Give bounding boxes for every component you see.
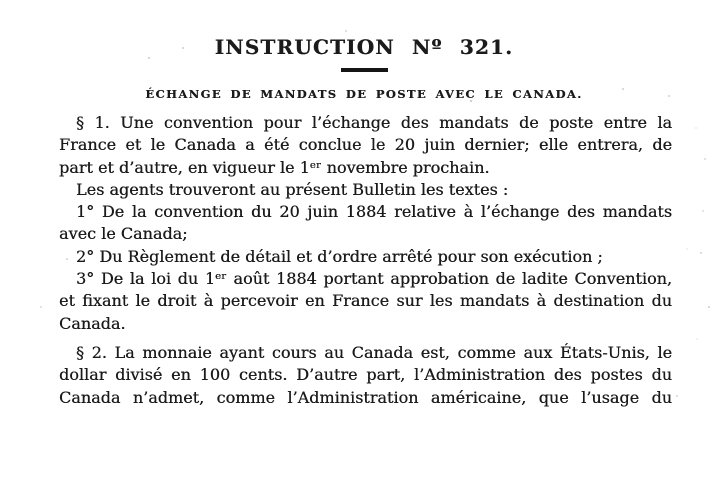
paragraph <box>59 268 672 335</box>
text-line: part et d’autre, en vigueur le 1ᵉʳ novembre prochain. <box>59 157 490 177</box>
paragraph <box>59 179 672 201</box>
paragraph <box>59 112 672 179</box>
paragraph <box>59 342 672 409</box>
text-line: 1° De la convention du 20 juin 1884 relative à l’échange des mandats <box>76 202 672 222</box>
text-line: dollar divisé en 100 cents. D’autre part, l’Administration des postes du <box>59 365 672 385</box>
text-line: France et le Canada a été conclue le 20 juin dernier; elle entrera, de <box>59 135 672 155</box>
text-line: avec le Canada; <box>59 224 188 244</box>
scan-noise <box>0 0 2 2</box>
text-line: Canada. <box>59 313 126 333</box>
paragraph <box>59 246 672 268</box>
document-title: INSTRUCTION Nº 321. <box>214 35 514 59</box>
text-line: et fixant le droit à percevoir en France sur les mandats à destination du <box>59 291 672 311</box>
document-body <box>59 112 672 409</box>
text-line: 2° Du Règlement de détail et d’ordre arrêté pour son exécution ; <box>76 246 603 266</box>
paragraph <box>59 201 672 246</box>
document-subtitle: ÉCHANGE DE MANDATS DE POSTE AVEC LE CANADA. <box>145 87 583 101</box>
text-line: Les agents trouveront au présent Bulletin les textes : <box>76 179 509 199</box>
text-line: § 2. La monnaie ayant cours au Canada est, comme aux États-Unis, le <box>76 342 672 362</box>
text-line: 3° De la loi du 1ᵉʳ août 1884 portant approbation de ladite Convention, <box>76 269 672 289</box>
text-line: Canada n’admet, comme l’Administration américaine, que l’usage du <box>59 387 672 407</box>
text-line: § 1. Une convention pour l’échange des mandats de poste entre la <box>76 113 672 132</box>
